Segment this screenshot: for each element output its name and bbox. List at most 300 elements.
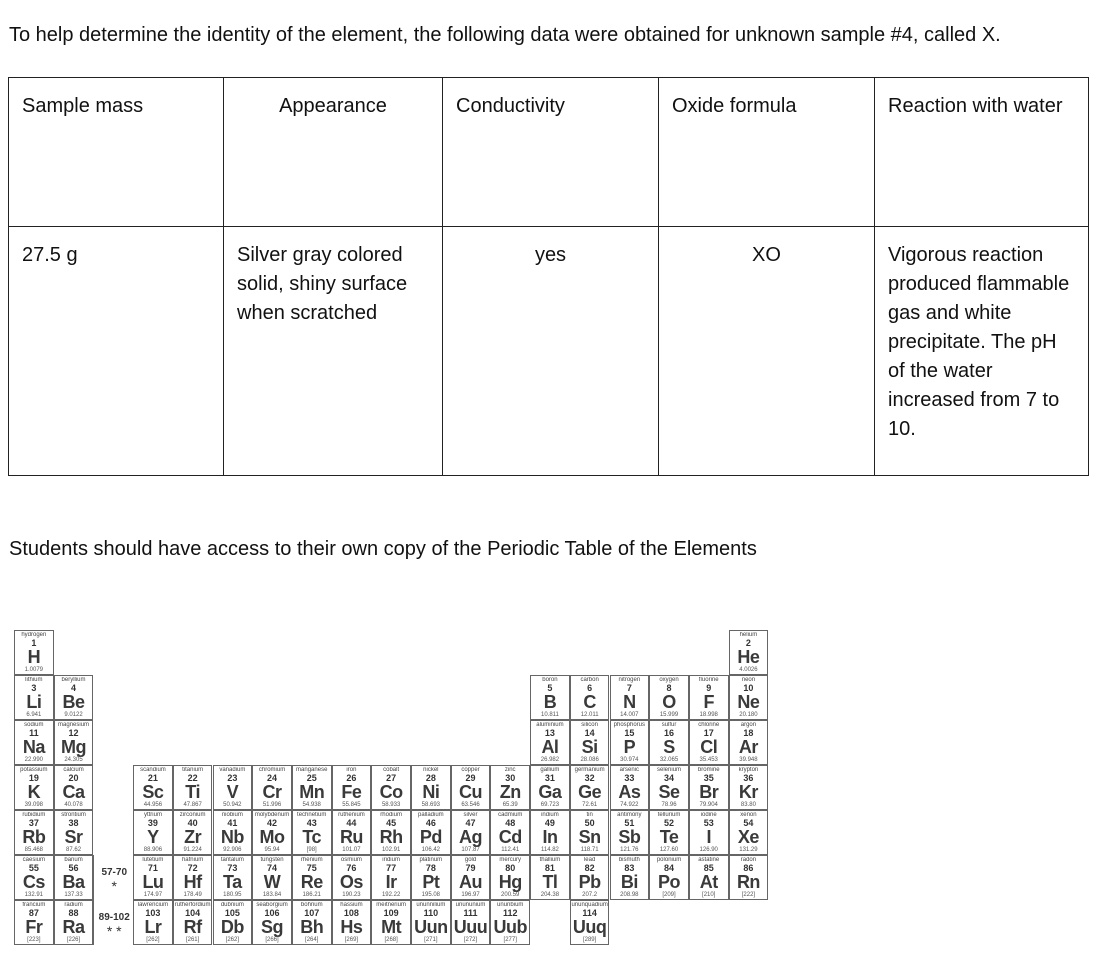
atomic-mass: 22.990 bbox=[24, 757, 44, 763]
element-cell-barium bbox=[54, 855, 94, 900]
atomic-number: 10 bbox=[743, 683, 754, 693]
element-symbol: Sg bbox=[261, 917, 284, 937]
element-cell-unununium bbox=[451, 900, 491, 945]
element-name: radium bbox=[64, 902, 83, 908]
atomic-number: 48 bbox=[505, 818, 516, 828]
atomic-mass: 58.933 bbox=[381, 802, 401, 808]
atomic-number: 53 bbox=[703, 818, 714, 828]
atomic-number: 14 bbox=[584, 728, 595, 738]
atomic-number: 27 bbox=[386, 773, 397, 783]
element-symbol: Po bbox=[658, 872, 681, 892]
element-name: boron bbox=[542, 677, 558, 683]
element-symbol: Ni bbox=[422, 782, 440, 802]
element-cell-argon bbox=[729, 720, 769, 765]
header-reaction-with-water: Reaction with water bbox=[875, 78, 1089, 227]
atomic-mass: 79.904 bbox=[699, 802, 718, 808]
element-cell-chlorine bbox=[689, 720, 729, 765]
element-cell-sodium bbox=[14, 720, 54, 765]
element-symbol: Lr bbox=[144, 917, 162, 937]
atomic-mass: 132.91 bbox=[24, 892, 44, 898]
element-cell-rhenium bbox=[292, 855, 332, 900]
element-cell-mercury bbox=[490, 855, 530, 900]
atomic-number: 37 bbox=[28, 818, 39, 828]
element-name: magnesium bbox=[58, 722, 90, 728]
element-cell-phosphorus bbox=[610, 720, 650, 765]
element-symbol: Au bbox=[459, 872, 483, 892]
atomic-number: 32 bbox=[584, 773, 595, 783]
element-cell-beryllium bbox=[54, 675, 94, 720]
element-symbol: Cd bbox=[498, 827, 522, 847]
atomic-number: 47 bbox=[465, 818, 476, 828]
element-symbol: Bi bbox=[620, 872, 638, 892]
element-cell-yttrium bbox=[133, 810, 173, 855]
atomic-mass: [209] bbox=[662, 892, 676, 898]
atomic-number: 1 bbox=[31, 638, 37, 648]
element-cell-fluorine bbox=[689, 675, 729, 720]
element-cell-osmium bbox=[332, 855, 372, 900]
element-cell-potassium bbox=[14, 765, 54, 810]
element-symbol: Kr bbox=[738, 782, 758, 802]
atomic-number: 20 bbox=[68, 773, 79, 783]
element-name: copper bbox=[461, 767, 480, 773]
element-symbol: B bbox=[543, 692, 557, 712]
element-name: silicon bbox=[581, 722, 598, 728]
element-symbol: As bbox=[618, 782, 641, 802]
element-symbol: Sr bbox=[64, 827, 83, 847]
element-cell-thallium bbox=[530, 855, 570, 900]
element-cell-technetium bbox=[292, 810, 332, 855]
element-cell-platinum bbox=[411, 855, 451, 900]
atomic-mass: 72.61 bbox=[582, 802, 598, 808]
element-symbol: Ti bbox=[185, 782, 200, 802]
element-cell-molybdenum bbox=[252, 810, 292, 855]
element-symbol: Be bbox=[62, 692, 85, 712]
atomic-mass: 131.29 bbox=[739, 847, 758, 853]
element-cell-niobium bbox=[213, 810, 253, 855]
atomic-number: 4 bbox=[71, 683, 77, 693]
atomic-mass: 54.938 bbox=[302, 802, 321, 808]
atomic-mass: 174.97 bbox=[143, 892, 163, 898]
atomic-number: 7 bbox=[626, 683, 632, 693]
atomic-mass: 20.180 bbox=[739, 712, 758, 718]
element-name: dubnium bbox=[220, 902, 244, 908]
atomic-mass: [264] bbox=[305, 937, 319, 943]
element-symbol: Ba bbox=[62, 872, 85, 892]
element-name: sodium bbox=[24, 722, 44, 728]
element-name: aluminium bbox=[536, 722, 564, 728]
element-name: manganese bbox=[296, 767, 328, 773]
element-name: carbon bbox=[580, 677, 599, 683]
element-symbol: At bbox=[699, 872, 718, 892]
element-name: yttrium bbox=[143, 812, 162, 818]
atomic-mass: [226] bbox=[66, 937, 81, 943]
atomic-mass: [277] bbox=[503, 937, 517, 943]
atomic-mass: 18.998 bbox=[699, 712, 718, 718]
atomic-mass: 92.906 bbox=[223, 847, 242, 853]
element-symbol: Pd bbox=[419, 827, 442, 847]
element-name: zirconium bbox=[179, 812, 206, 818]
atomic-mass: 101.07 bbox=[342, 847, 361, 853]
element-cell-vanadium bbox=[213, 765, 253, 810]
element-name: nitrogen bbox=[618, 677, 641, 683]
atomic-number: 106 bbox=[264, 908, 280, 918]
element-name: lawrencium bbox=[137, 902, 169, 908]
atomic-mass: [210] bbox=[702, 892, 716, 898]
element-cell-astatine bbox=[689, 855, 729, 900]
element-symbol: Y bbox=[147, 827, 159, 847]
element-name: silver bbox=[463, 812, 478, 818]
element-name: bohrium bbox=[300, 902, 323, 908]
atomic-number: 74 bbox=[267, 863, 278, 873]
element-cell-gallium bbox=[530, 765, 570, 810]
element-symbol: Ru bbox=[339, 827, 363, 847]
atomic-number: 72 bbox=[187, 863, 198, 873]
element-name: chromium bbox=[258, 767, 286, 773]
atomic-mass: 15.999 bbox=[659, 712, 679, 718]
element-name: mercury bbox=[499, 857, 522, 863]
element-symbol: Se bbox=[658, 782, 680, 802]
element-cell-silver bbox=[451, 810, 491, 855]
element-cell-rutherfordium bbox=[173, 900, 213, 945]
element-symbol: Zn bbox=[499, 782, 521, 802]
element-symbol: Ne bbox=[737, 692, 760, 712]
element-symbol: Ge bbox=[578, 782, 602, 802]
atomic-mass: 192.22 bbox=[381, 892, 401, 898]
element-name: cadmium bbox=[498, 812, 523, 818]
element-cell-manganese bbox=[292, 765, 332, 810]
atomic-mass: [266] bbox=[265, 937, 279, 943]
atomic-number: 83 bbox=[624, 863, 635, 873]
atomic-mass: 196.97 bbox=[461, 892, 480, 898]
element-symbol: Na bbox=[22, 737, 45, 757]
atomic-number: 42 bbox=[267, 818, 278, 828]
element-cell-cadmium bbox=[490, 810, 530, 855]
element-name: rhodium bbox=[380, 812, 402, 818]
asterisk-icon: * * bbox=[106, 923, 122, 939]
atomic-mass: 106.42 bbox=[421, 847, 441, 853]
element-name: neon bbox=[741, 677, 756, 683]
atomic-number: 46 bbox=[425, 818, 436, 828]
atomic-mass: 85.468 bbox=[24, 847, 44, 853]
atomic-number: 81 bbox=[544, 863, 555, 873]
atomic-number: 114 bbox=[582, 908, 597, 918]
element-cell-aluminium bbox=[530, 720, 570, 765]
element-symbol: Co bbox=[379, 782, 403, 802]
atomic-number: 9 bbox=[706, 683, 712, 693]
element-symbol: Tc bbox=[302, 827, 322, 847]
atomic-number: 88 bbox=[68, 908, 79, 918]
element-symbol: Ra bbox=[62, 917, 85, 937]
element-name: meitnerium bbox=[376, 902, 406, 908]
element-symbol: Cs bbox=[22, 872, 45, 892]
atomic-mass: 50.942 bbox=[223, 802, 242, 808]
element-name: bromine bbox=[697, 767, 720, 773]
atomic-mass: 65.39 bbox=[502, 802, 518, 808]
element-cell-hydrogen bbox=[14, 630, 54, 675]
atomic-mass: 55.845 bbox=[342, 802, 361, 808]
element-name: oxygen bbox=[659, 677, 679, 683]
atomic-mass: 6.941 bbox=[26, 712, 42, 718]
element-symbol: Pt bbox=[422, 872, 440, 892]
atomic-number: 71 bbox=[147, 863, 158, 873]
element-symbol: Sc bbox=[142, 782, 164, 802]
element-name: molybdenum bbox=[254, 812, 290, 818]
element-symbol: Mn bbox=[299, 782, 325, 802]
cell-appearance: Silver gray colored solid, shiny surface when scratched bbox=[224, 227, 443, 476]
element-name: niobium bbox=[221, 812, 243, 818]
element-name: tin bbox=[586, 812, 593, 818]
atomic-number: 108 bbox=[343, 908, 359, 918]
element-symbol: V bbox=[226, 782, 239, 802]
element-cell-tellurium bbox=[649, 810, 689, 855]
atomic-number: 34 bbox=[664, 773, 675, 783]
element-name: lutetium bbox=[142, 857, 164, 863]
element-symbol: Rf bbox=[183, 917, 202, 937]
atomic-number: 8 bbox=[666, 683, 672, 693]
element-name: lead bbox=[583, 857, 596, 863]
atomic-number: 110 bbox=[423, 908, 439, 918]
element-cell-bohrium bbox=[292, 900, 332, 945]
element-cell-xenon bbox=[729, 810, 769, 855]
atomic-mass: 14.007 bbox=[620, 712, 639, 718]
element-cell-polonium bbox=[649, 855, 689, 900]
element-cell-calcium bbox=[54, 765, 94, 810]
element-name: cobalt bbox=[383, 767, 400, 773]
atomic-mass: 32.065 bbox=[659, 757, 679, 763]
intro-text: To help determine the identity of the element, the following data were obtained for unknown sample #4, called X. bbox=[9, 24, 1001, 46]
element-symbol: Hg bbox=[498, 872, 522, 892]
header-oxide-formula: Oxide formula bbox=[659, 78, 875, 227]
element-cell-radon bbox=[729, 855, 769, 900]
atomic-mass: 30.974 bbox=[620, 757, 639, 763]
element-cell-cobalt bbox=[371, 765, 411, 810]
element-cell-seaborgium bbox=[252, 900, 292, 945]
element-symbol: I bbox=[706, 827, 711, 847]
atomic-mass: 204.38 bbox=[540, 892, 560, 898]
atomic-mass: 186.21 bbox=[302, 892, 321, 898]
header-sample-mass: Sample mass bbox=[9, 78, 224, 227]
element-name: xenon bbox=[740, 812, 757, 818]
atomic-mass: 112.41 bbox=[501, 847, 520, 853]
element-symbol: Sn bbox=[578, 827, 601, 847]
series-marker-89-102 bbox=[93, 900, 134, 945]
atomic-mass: [272] bbox=[463, 937, 478, 943]
atomic-number: 38 bbox=[68, 818, 79, 828]
atomic-mass: 74.922 bbox=[620, 802, 639, 808]
table-row bbox=[9, 227, 1089, 476]
element-name: selenium bbox=[657, 767, 682, 773]
atomic-mass: 195.08 bbox=[421, 892, 441, 898]
element-name: krypton bbox=[738, 767, 759, 773]
atomic-number: 41 bbox=[227, 818, 238, 828]
element-symbol: Mo bbox=[259, 827, 285, 847]
element-symbol: W bbox=[263, 872, 281, 892]
element-name: arsenic bbox=[619, 767, 640, 773]
atomic-number: 43 bbox=[306, 818, 317, 828]
element-name: rubidium bbox=[22, 812, 46, 818]
atomic-mass: 40.078 bbox=[64, 802, 83, 808]
atomic-number: 111 bbox=[463, 908, 478, 918]
element-name: thallium bbox=[539, 857, 561, 863]
atomic-mass: 208.98 bbox=[620, 892, 639, 898]
element-name: calcium bbox=[63, 767, 84, 773]
element-name: beryllium bbox=[61, 677, 86, 683]
element-cell-bromine bbox=[689, 765, 729, 810]
atomic-number: 75 bbox=[306, 863, 317, 873]
element-symbol: Mg bbox=[61, 737, 87, 757]
element-cell-lead bbox=[570, 855, 610, 900]
element-name: chlorine bbox=[698, 722, 720, 728]
atomic-mass: 39.948 bbox=[739, 757, 758, 763]
element-name: hafnium bbox=[181, 857, 204, 863]
cell-reaction-with-water: Vigorous reaction produced flammable gas and white precipitate. The pH of the water increased from 7 to 10. bbox=[875, 227, 1089, 476]
atomic-number: 17 bbox=[703, 728, 714, 738]
element-name: ununnilium bbox=[416, 902, 446, 908]
atomic-number: 78 bbox=[425, 863, 436, 873]
element-name: germanium bbox=[574, 767, 605, 773]
element-cell-lawrencium bbox=[133, 900, 173, 945]
atomic-number: 85 bbox=[703, 863, 714, 873]
element-symbol: Re bbox=[300, 872, 323, 892]
element-symbol: Cu bbox=[459, 782, 483, 802]
element-name: zinc bbox=[504, 767, 516, 773]
element-name: sulfur bbox=[661, 722, 677, 728]
atomic-mass: 107.87 bbox=[461, 847, 480, 853]
element-cell-meitnerium bbox=[371, 900, 411, 945]
element-symbol: In bbox=[542, 827, 558, 847]
atomic-mass: [289] bbox=[582, 937, 597, 943]
element-symbol: Al bbox=[541, 737, 559, 757]
atomic-mass: 88.906 bbox=[143, 847, 163, 853]
element-symbol: Uuu bbox=[453, 917, 488, 937]
element-symbol: Ta bbox=[223, 872, 242, 892]
element-name: seaborgium bbox=[256, 902, 288, 908]
element-symbol: Rn bbox=[736, 872, 760, 892]
element-cell-zinc bbox=[490, 765, 530, 810]
atomic-mass: 83.80 bbox=[740, 802, 756, 808]
element-symbol: Te bbox=[659, 827, 679, 847]
atomic-mass: 10.811 bbox=[540, 712, 559, 718]
atomic-mass: 95.94 bbox=[264, 847, 280, 853]
atomic-number: 16 bbox=[664, 728, 675, 738]
atomic-mass: [269] bbox=[344, 937, 359, 943]
element-name: iodine bbox=[700, 812, 717, 818]
element-name: bismuth bbox=[618, 857, 640, 863]
element-symbol: Ag bbox=[459, 827, 483, 847]
element-name: iridium bbox=[382, 857, 400, 863]
element-cell-indium bbox=[530, 810, 570, 855]
element-symbol: Cr bbox=[262, 782, 282, 802]
atomic-mass: 183.84 bbox=[262, 892, 282, 898]
atomic-number: 52 bbox=[664, 818, 675, 828]
atomic-mass: 63.546 bbox=[461, 802, 480, 808]
element-cell-chromium bbox=[252, 765, 292, 810]
element-name: phosphorus bbox=[613, 722, 646, 728]
atomic-mass: 91.224 bbox=[183, 847, 202, 853]
atomic-number: 56 bbox=[68, 863, 79, 873]
atomic-mass: 12.011 bbox=[580, 712, 599, 718]
atomic-mass: 35.453 bbox=[699, 757, 718, 763]
atomic-number: 28 bbox=[425, 773, 436, 783]
element-symbol: Sb bbox=[618, 827, 641, 847]
atomic-number: 77 bbox=[386, 863, 397, 873]
atomic-mass: 1.0079 bbox=[24, 667, 44, 673]
element-name: gallium bbox=[540, 767, 560, 773]
atomic-number: 26 bbox=[346, 773, 357, 783]
atomic-mass: 9.0122 bbox=[64, 712, 83, 718]
atomic-number: 6 bbox=[587, 683, 593, 693]
atomic-mass: 47.867 bbox=[183, 802, 202, 808]
atomic-number: 15 bbox=[624, 728, 635, 738]
element-cell-bismuth bbox=[610, 855, 650, 900]
atomic-number: 39 bbox=[147, 818, 158, 828]
atomic-number: 104 bbox=[185, 908, 201, 918]
element-name: antimony bbox=[617, 812, 642, 818]
element-symbol: Os bbox=[339, 872, 363, 892]
element-name: ununquadium bbox=[571, 902, 608, 908]
element-symbol: P bbox=[623, 737, 636, 757]
atomic-number: 19 bbox=[28, 773, 39, 783]
element-cell-selenium bbox=[649, 765, 689, 810]
element-symbol: Uub bbox=[493, 917, 527, 937]
element-cell-lutetium bbox=[133, 855, 173, 900]
element-name: platinum bbox=[419, 857, 443, 863]
element-cell-dubnium bbox=[213, 900, 253, 945]
element-name: lithium bbox=[25, 677, 43, 683]
atomic-number: 54 bbox=[743, 818, 754, 828]
element-name: gold bbox=[464, 857, 477, 863]
periodic-table-note: Students should have access to their own copy of the Periodic Table of the Elements bbox=[9, 538, 757, 560]
element-symbol: Ca bbox=[62, 782, 85, 802]
series-range: 57-70 bbox=[101, 867, 128, 878]
series-range: 89-102 bbox=[98, 912, 130, 923]
atomic-number: 33 bbox=[624, 773, 635, 783]
atomic-number: 87 bbox=[28, 908, 39, 918]
element-cell-iron bbox=[332, 765, 372, 810]
atomic-mass: 44.956 bbox=[143, 802, 163, 808]
cell-conductivity: yes bbox=[443, 227, 659, 476]
element-cell-lithium bbox=[14, 675, 54, 720]
element-cell-helium bbox=[729, 630, 769, 675]
element-name: tungsten bbox=[260, 857, 284, 863]
element-symbol: Bh bbox=[300, 917, 324, 937]
element-cell-ununquadium bbox=[570, 900, 610, 945]
atomic-number: 25 bbox=[306, 773, 317, 783]
atomic-mass: 114.82 bbox=[540, 847, 559, 853]
element-cell-rubidium bbox=[14, 810, 54, 855]
atomic-number: 30 bbox=[505, 773, 516, 783]
atomic-mass: [271] bbox=[424, 937, 438, 943]
series-marker-57-70 bbox=[93, 855, 134, 900]
atomic-number: 36 bbox=[743, 773, 754, 783]
element-cell-sulfur bbox=[649, 720, 689, 765]
element-name: strontium bbox=[61, 812, 86, 818]
element-name: indium bbox=[541, 812, 559, 818]
element-symbol: N bbox=[623, 692, 636, 712]
element-name: francium bbox=[22, 902, 46, 908]
element-name: nickel bbox=[423, 767, 439, 773]
atomic-mass: [222] bbox=[741, 892, 756, 898]
element-cell-iodine bbox=[689, 810, 729, 855]
table-header-row bbox=[9, 78, 1089, 227]
element-cell-antimony bbox=[610, 810, 650, 855]
atomic-number: 5 bbox=[547, 683, 553, 693]
atomic-number: 23 bbox=[227, 773, 238, 783]
element-cell-carbon bbox=[570, 675, 610, 720]
cell-sample-mass: 27.5 g bbox=[9, 227, 224, 476]
atomic-number: 76 bbox=[346, 863, 357, 873]
element-name: helium bbox=[739, 632, 758, 638]
